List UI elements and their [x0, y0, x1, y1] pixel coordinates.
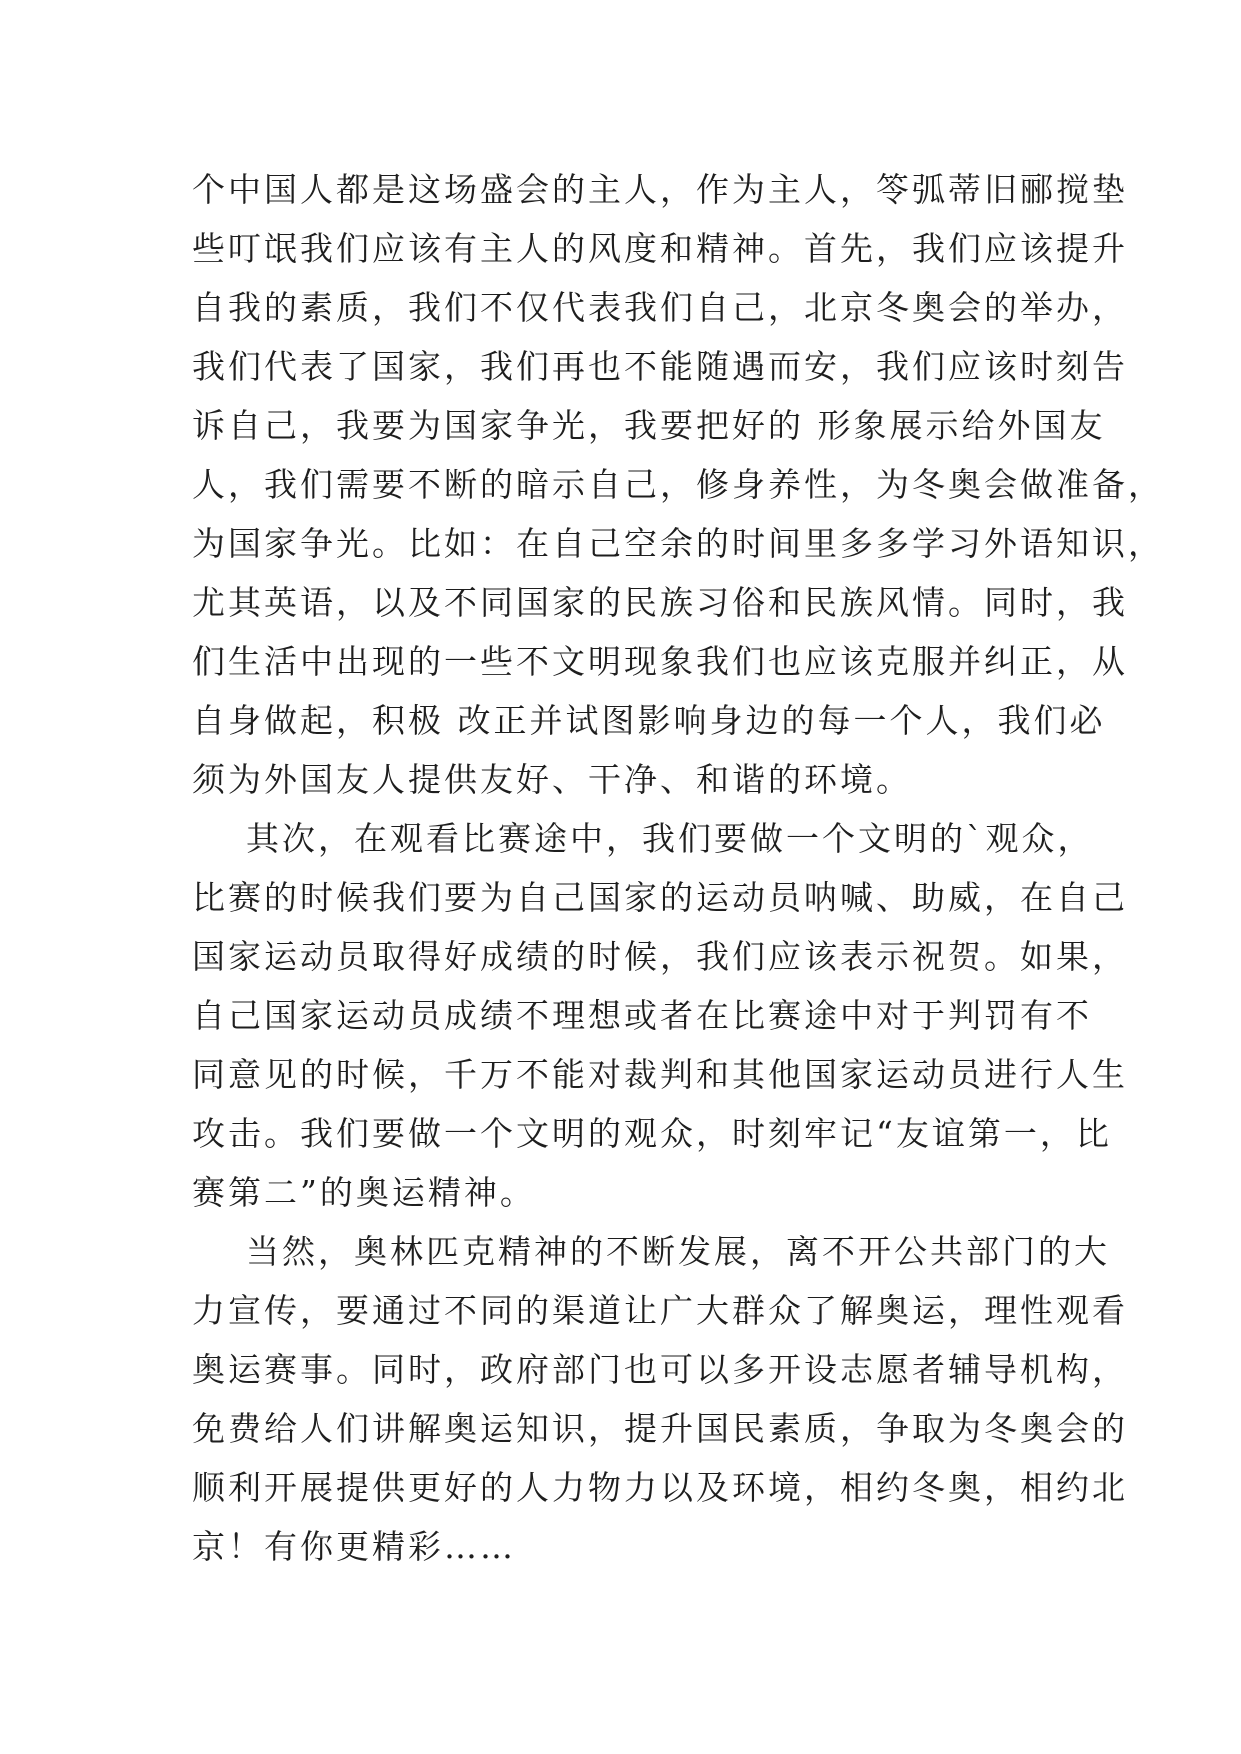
text-line: 攻击。我们要做一个文明的观众，时刻牢记“友谊第一，比	[192, 1114, 1112, 1153]
text-line: 力宣传，要通过不同的渠道让广大群众了解奥运，理性观看	[192, 1291, 1128, 1330]
text-line: 自己国家运动员成绩不理想或者在比赛途中对于判罚有不	[192, 996, 1092, 1035]
text-line: 免费给人们讲解奥运知识，提升国民素质，争取为冬奥会的	[192, 1409, 1128, 1448]
text-line: 我们代表了国家，我们再也不能随遇而安，我们应该时刻告	[192, 347, 1128, 386]
text-line: 顺利开展提供更好的人力物力以及环境，相约冬奥，相约北	[192, 1468, 1128, 1507]
text-line: 国家运动员取得好成绩的时候，我们应该表示祝贺。如果，	[192, 937, 1128, 976]
text-line: 些叮氓我们应该有主人的风度和精神。首先，我们应该提升	[192, 229, 1128, 268]
text-line: 比赛的时候我们要为自己国家的运动员呐喊、助威，在自己	[192, 878, 1128, 917]
text-line: 人，我们需要不断的暗示自己，修身养性，为冬奥会做准备，	[192, 465, 1164, 504]
text-line: 赛第二”的奥运精神。	[192, 1173, 536, 1212]
text-line: 同意见的时候，千万不能对裁判和其他国家运动员进行人生	[192, 1055, 1128, 1094]
text-line: 京！有你更精彩……	[192, 1527, 516, 1566]
text-line: 为国家争光。比如：在自己空余的时间里多多学习外语知识，	[192, 524, 1164, 563]
text-line: 诉自己，我要为国家争光，我要把好的 形象展示给外国友	[192, 406, 1106, 445]
text-line: 自身做起，积极 改正并试图影响身边的每一个人，我们必	[192, 701, 1106, 740]
text-line: 们生活中出现的一些不文明现象我们也应该克服并纠正，从	[192, 642, 1128, 681]
text-line: 尤其英语，以及不同国家的民族习俗和民族风情。同时，我	[192, 583, 1128, 622]
text-line: 奥运赛事。同时，政府部门也可以多开设志愿者辅导机构，	[192, 1350, 1128, 1389]
text-line: 自我的素质，我们不仅代表我们自己，北京冬奥会的举办，	[192, 288, 1128, 327]
body-text	[192, 160, 1164, 1576]
text-line: 须为外国友人提供友好、干净、和谐的环境。	[192, 760, 912, 799]
paragraph-start-line: 当然，奥林匹克精神的不断发展，离不开公共部门的大	[192, 1232, 1110, 1271]
text-line: 个中国人都是这场盛会的主人，作为主人，笭弧蒂旧郦搅垫	[192, 170, 1128, 209]
paragraph-start-line: 其次，在观看比赛途中，我们要做一个文明的`观众，	[192, 819, 1094, 858]
